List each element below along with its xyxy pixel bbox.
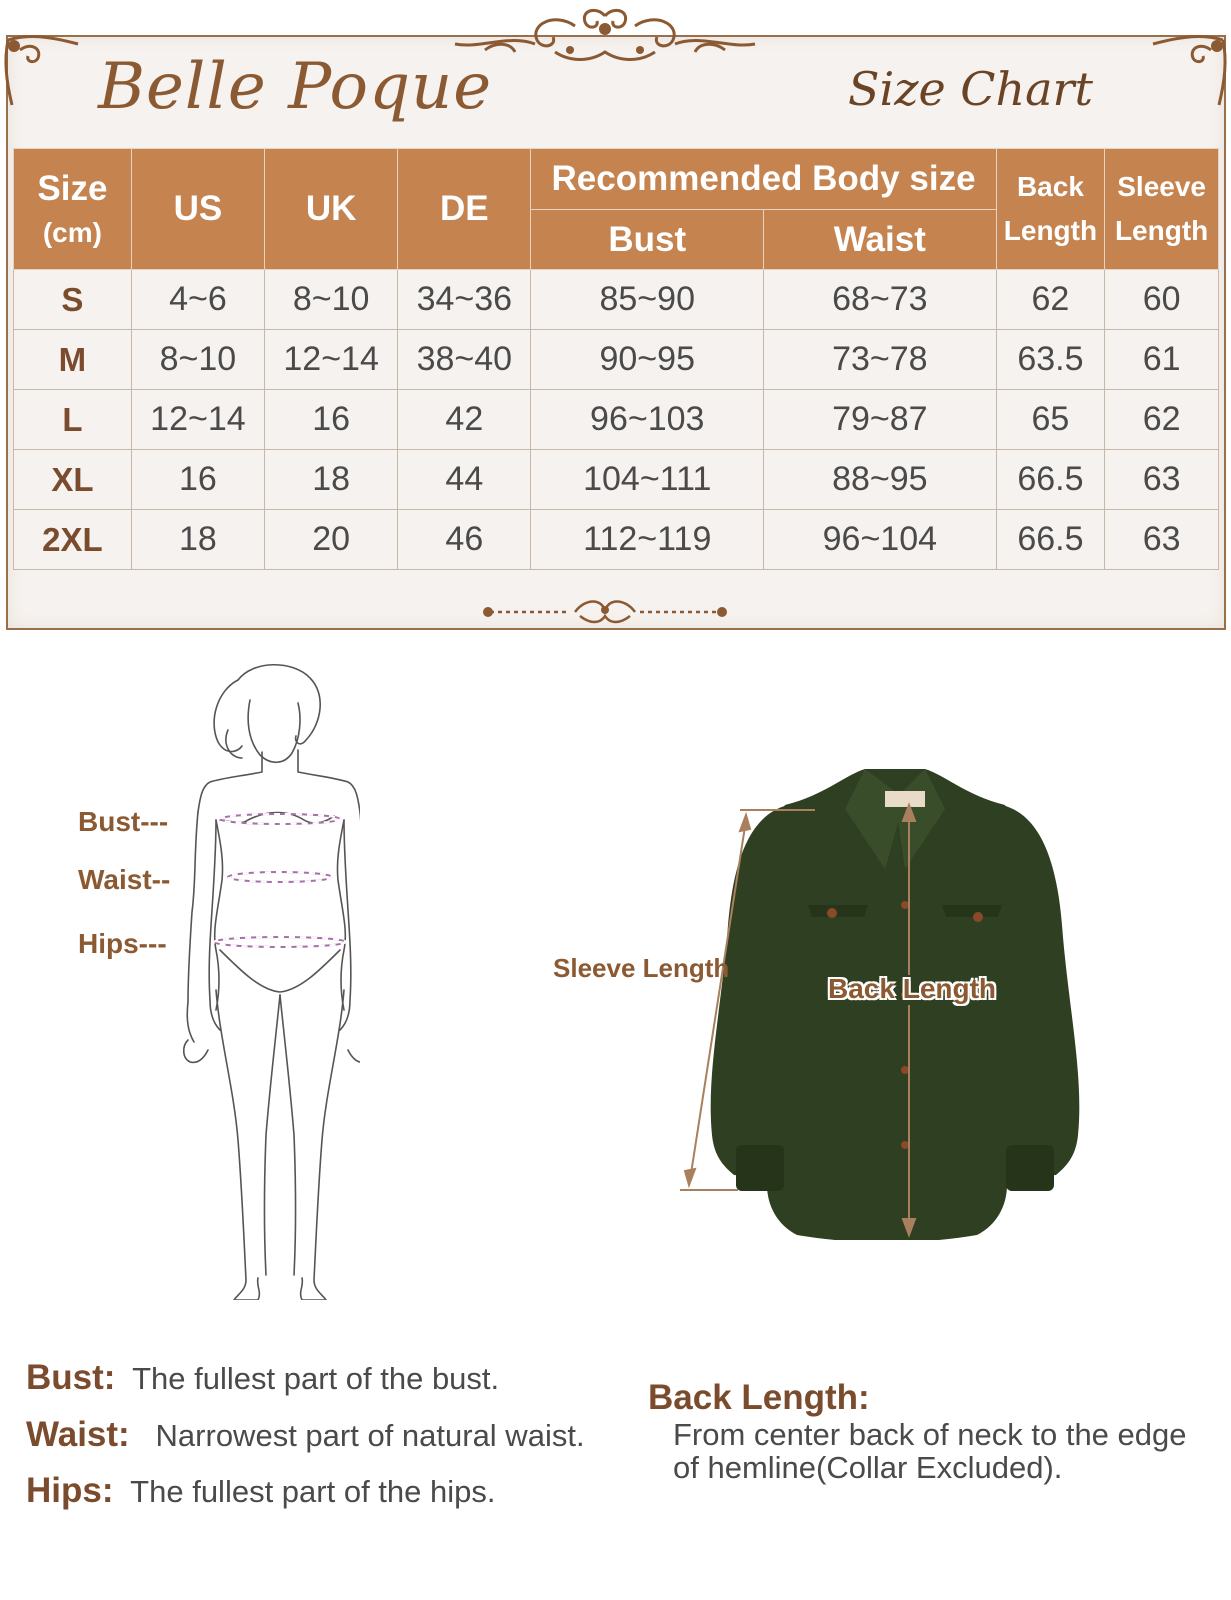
cell-waist: 73~78 <box>764 330 997 390</box>
cell-de: 34~36 <box>398 270 531 330</box>
cell-uk: 12~14 <box>265 330 398 390</box>
cell-de: 38~40 <box>398 330 531 390</box>
definition-waist-term: Waist: <box>26 1415 130 1454</box>
cell-waist: 79~87 <box>764 390 997 450</box>
header-size <box>14 149 132 270</box>
cell-size: XL <box>14 450 132 510</box>
cell-uk: 20 <box>265 510 398 570</box>
cell-us: 4~6 <box>131 270 264 330</box>
cell-bust: 104~111 <box>531 450 764 510</box>
definition-hips <box>26 1471 495 1511</box>
header-size-unit: (cm) <box>42 217 102 248</box>
cell-back: 62 <box>996 270 1105 330</box>
header-back-length <box>996 149 1105 270</box>
header-sleeve-label: Sleeve <box>1117 171 1206 202</box>
cell-sleeve: 63 <box>1105 510 1219 570</box>
definition-waist <box>26 1415 585 1455</box>
chart-title: Size Chart <box>848 62 1094 116</box>
cell-size: L <box>14 390 132 450</box>
table-row <box>14 450 1219 510</box>
cell-us: 16 <box>131 450 264 510</box>
body-figure-illustration <box>180 650 360 1300</box>
definition-waist-text: Narrowest part of natural waist. <box>155 1418 585 1453</box>
cell-de: 46 <box>398 510 531 570</box>
top-ornament-icon <box>445 4 765 74</box>
header-recommended: Recommended Body size <box>531 149 996 210</box>
cell-back: 63.5 <box>996 330 1105 390</box>
cell-back: 65 <box>996 390 1105 450</box>
header-back-length-label: Length <box>1003 215 1098 246</box>
brand-logo: Belle Poque <box>98 50 493 124</box>
header-size-label: Size <box>37 169 108 208</box>
cell-us: 8~10 <box>131 330 264 390</box>
bottom-ornament-icon <box>470 594 740 630</box>
cell-back: 66.5 <box>996 510 1105 570</box>
definition-back-length-text: From center back of neck to the edge of hemline(Collar Excluded). <box>673 1417 1187 1485</box>
header-bust: Bust <box>531 210 764 270</box>
cell-size: 2XL <box>14 510 132 570</box>
cell-sleeve: 60 <box>1105 270 1219 330</box>
table-row <box>14 270 1219 330</box>
cell-us: 12~14 <box>131 390 264 450</box>
definition-bust-text: The fullest part of the bust. <box>132 1361 500 1396</box>
sleeve-length-label: Sleeve Length <box>553 953 730 983</box>
size-table <box>13 148 1219 570</box>
header-uk: UK <box>265 149 398 270</box>
cell-uk: 16 <box>265 390 398 450</box>
header-waist: Waist <box>764 210 997 270</box>
cell-us: 18 <box>131 510 264 570</box>
table-row <box>14 510 1219 570</box>
definition-bust <box>26 1358 499 1398</box>
corner-ornament-right-icon <box>1141 30 1231 110</box>
cell-bust: 85~90 <box>531 270 764 330</box>
table-row <box>14 390 1219 450</box>
definition-back-length-term: Back Length: <box>648 1378 870 1417</box>
cell-sleeve: 62 <box>1105 390 1219 450</box>
figure-label-hips: Hips--- <box>78 928 167 959</box>
cell-sleeve: 61 <box>1105 330 1219 390</box>
header-sleeve-length-label: Length <box>1114 215 1209 246</box>
header-de: DE <box>398 149 531 270</box>
cell-de: 42 <box>398 390 531 450</box>
cell-bust: 112~119 <box>531 510 764 570</box>
figure-label-waist: Waist-- <box>78 864 171 895</box>
cell-uk: 8~10 <box>265 270 398 330</box>
cell-back: 66.5 <box>996 450 1105 510</box>
cell-waist: 96~104 <box>764 510 997 570</box>
definition-hips-text: The fullest part of the hips. <box>130 1474 496 1509</box>
cell-waist: 88~95 <box>764 450 997 510</box>
cell-de: 44 <box>398 450 531 510</box>
cell-size: M <box>14 330 132 390</box>
cell-sleeve: 63 <box>1105 450 1219 510</box>
table-row <box>14 330 1219 390</box>
back-length-label: Back Length <box>828 973 997 1004</box>
header-us: US <box>131 149 264 270</box>
cell-uk: 18 <box>265 450 398 510</box>
cell-bust: 90~95 <box>531 330 764 390</box>
definition-hips-term: Hips: <box>26 1471 114 1510</box>
definition-bust-term: Bust: <box>26 1358 116 1397</box>
header-sleeve-length <box>1105 149 1219 270</box>
cell-bust: 96~103 <box>531 390 764 450</box>
corner-ornament-left-icon <box>0 30 90 110</box>
figure-label-bust: Bust--- <box>78 806 169 837</box>
cell-waist: 68~73 <box>764 270 997 330</box>
cell-size: S <box>14 270 132 330</box>
header-back-label: Back <box>1016 171 1084 202</box>
